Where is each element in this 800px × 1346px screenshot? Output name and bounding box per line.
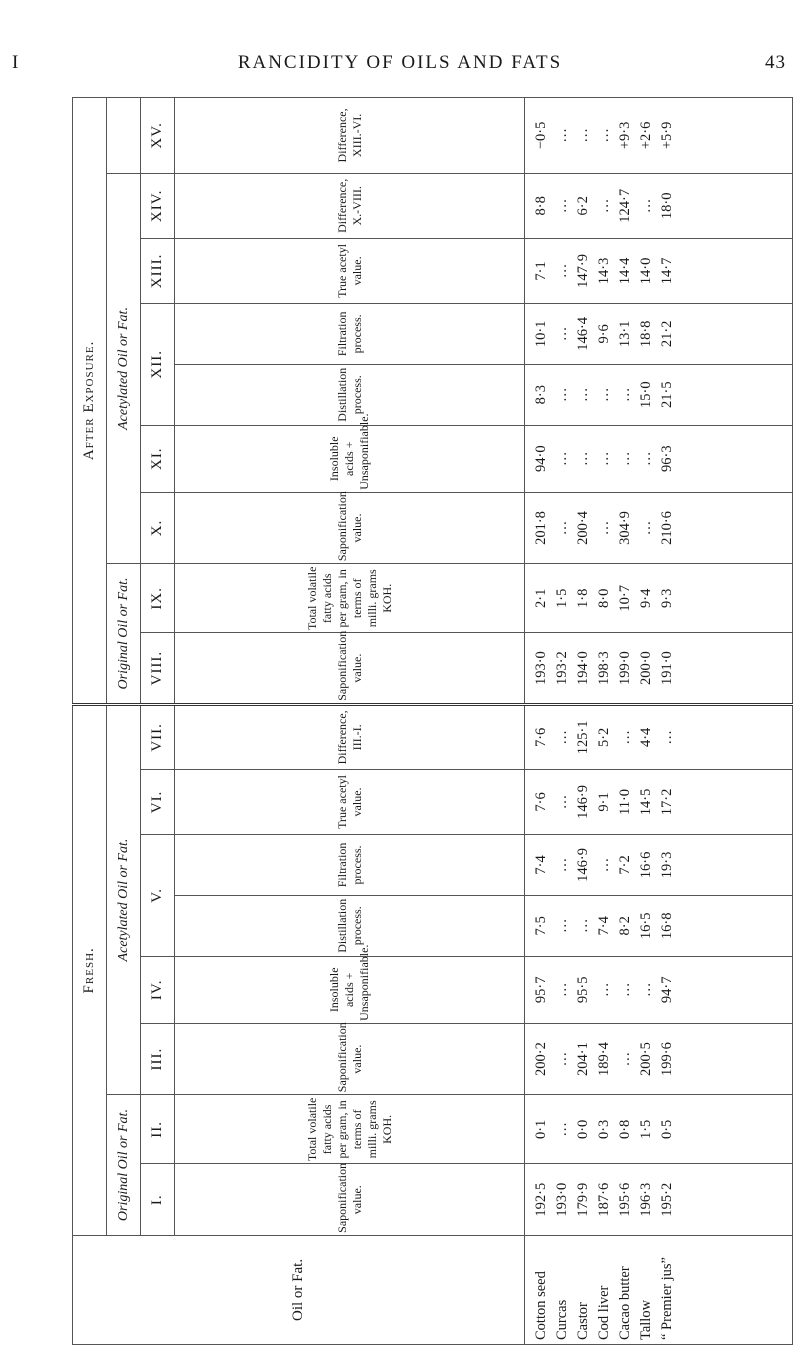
column-description-4: Insoluble acids + Unsaponifiable.: [175, 956, 525, 1023]
column-number-15: XIII.: [141, 238, 175, 303]
table-cell-value: …: [659, 730, 675, 745]
table-cell-value: −0·5: [533, 121, 549, 150]
table-cell-value: 7·4: [596, 916, 612, 936]
column-number-11: X.: [141, 492, 175, 563]
rotated-table-container: [72, 97, 792, 1345]
table-cell-value: …: [554, 263, 570, 279]
table-cell-value: 200·0: [638, 651, 654, 686]
table-cell-value: …: [554, 326, 570, 342]
table-cell-value: 304·9: [617, 511, 633, 545]
table-cell-value: …: [617, 730, 633, 745]
column-description-6: Filtration process.: [175, 835, 525, 896]
table-cell-value: …: [596, 198, 612, 214]
data-column-17: [525, 98, 793, 174]
column-description-13: Distillation process.: [175, 364, 525, 425]
data-column-9: [525, 633, 793, 704]
column-number-13: XII.: [141, 303, 175, 425]
column-description-7: True acetyl value.: [175, 769, 525, 834]
table-cell-value: …: [554, 982, 570, 998]
data-column-15: [525, 238, 793, 303]
table-cell-value: …: [554, 794, 570, 810]
table-cell-value: 95·7: [533, 976, 549, 1004]
table-cell-value: …: [575, 128, 591, 143]
table-cell-value: 146·9: [575, 848, 591, 882]
oil-name: Cod liver: [596, 1285, 612, 1340]
column-number-16: XIV.: [141, 173, 175, 238]
table-cell-value: +9·3: [617, 121, 633, 150]
table-cell-value: 193·2: [554, 651, 570, 686]
column-description-3: Saponification value.: [175, 1023, 525, 1094]
table-cell-value: 18·8: [638, 320, 654, 348]
table-cell-value: 191·0: [659, 651, 675, 686]
section-fresh: Fresh.: [73, 704, 107, 1235]
column-number-9: VIII.: [141, 633, 175, 704]
table-cell-value: …: [554, 520, 570, 536]
column-number-8: VII.: [141, 704, 175, 769]
table-cell-value: 14·4: [617, 257, 633, 285]
running-title: RANCIDITY OF OILS AND FATS: [237, 52, 563, 73]
table-cell-value: …: [617, 982, 633, 998]
table-cell-value: 204·1: [575, 1042, 591, 1076]
rancidity-table: [72, 97, 793, 1345]
table-cell-value: …: [575, 918, 591, 934]
oil-name: Tallow: [638, 1299, 654, 1340]
table-cell-value: 1·8: [575, 588, 591, 608]
table-cell-value: …: [575, 387, 591, 402]
table-cell-value: 13·1: [617, 320, 633, 348]
table-cell-value: …: [554, 730, 570, 745]
table-cell-value: 199·0: [617, 651, 633, 686]
table-cell-value: 124·7: [617, 188, 633, 223]
table-cell-value: 8·3: [533, 385, 549, 405]
column-description-10: Total volatile fatty acids per gram, in terms of milli. grams KOH.: [175, 564, 525, 633]
chapter-number: I: [12, 52, 20, 73]
data-column-3: [525, 1023, 793, 1094]
table-cell-value: 192·5: [533, 1182, 549, 1217]
table-cell-value: 14·0: [638, 257, 654, 285]
table-cell-value: 9·1: [596, 792, 612, 812]
table-cell-value: …: [554, 1122, 570, 1137]
column-description-2: Total volatile fatty acids per gram, in terms of milli. grams KOH.: [175, 1095, 525, 1164]
table-cell-value: …: [596, 857, 612, 873]
table-cell-value: …: [554, 451, 570, 466]
table-cell-value: …: [554, 1051, 570, 1067]
table-cell-value: 200·2: [533, 1042, 549, 1076]
table-cell-value: 7·5: [533, 916, 549, 936]
table-cell-value: 201·8: [533, 511, 549, 545]
table-cell-value: …: [596, 520, 612, 536]
table-cell-value: …: [596, 128, 612, 143]
table-cell-value: 19·3: [659, 851, 675, 879]
oil-name: Castor: [575, 1302, 591, 1340]
group-original-after: Original Oil or Fat.: [107, 564, 141, 705]
table-cell-value: 94·7: [659, 976, 675, 1004]
table-cell-value: 95·5: [575, 976, 591, 1004]
table-cell-value: 0·8: [617, 1119, 633, 1140]
column-description-9: Saponification value.: [175, 633, 525, 704]
table-cell-value: 15·0: [638, 381, 654, 409]
table-cell-value: 0·3: [596, 1119, 612, 1140]
table-cell-value: 7·6: [533, 792, 549, 812]
table-cell-value: 21·5: [659, 381, 675, 409]
table-cell-value: 210·6: [659, 511, 675, 545]
table-cell-value: 0·5: [659, 1119, 675, 1140]
row-header-oil: Oil or Fat.: [73, 1235, 525, 1344]
oil-name: “ Premier jus”: [659, 1257, 675, 1340]
table-cell-value: 6·2: [575, 196, 591, 216]
table-cell-value: 16·8: [659, 912, 675, 940]
table-cell-value: 9·6: [596, 324, 612, 344]
column-description-17: Difference, XIII.-VI.: [175, 98, 525, 174]
table-cell-value: …: [575, 451, 591, 466]
table-cell-value: …: [638, 982, 654, 998]
data-column-16: [525, 173, 793, 238]
page-number: 43: [765, 52, 786, 73]
column-number-3: III.: [141, 1023, 175, 1094]
table-cell-value: 193·0: [533, 651, 549, 686]
column-description-5: Distillation process.: [175, 895, 525, 956]
table-cell-value: …: [554, 387, 570, 402]
column-number-10: IX.: [141, 564, 175, 633]
table-cell-value: +2·6: [638, 121, 654, 150]
table-cell-value: 198·3: [596, 651, 612, 686]
table-cell-value: …: [596, 982, 612, 998]
table-cell-value: 5·2: [596, 727, 612, 748]
column-description-1: Saponification value.: [175, 1164, 525, 1235]
data-column-2: [525, 1095, 793, 1164]
data-column-4: [525, 956, 793, 1023]
table-cell-value: +5·9: [659, 121, 675, 150]
table-cell-value: 14·7: [659, 257, 675, 285]
group-acetylated-fresh: Acetylated Oil or Fat.: [107, 704, 141, 1094]
table-cell-value: 2·1: [533, 588, 549, 608]
table-cell-value: 96·3: [659, 445, 675, 473]
column-number-17: XV.: [141, 98, 175, 174]
table-cell-value: 1·5: [554, 588, 570, 608]
data-column-13: [525, 364, 793, 425]
table-cell-value: 195·6: [617, 1182, 633, 1217]
table-cell-value: 179·9: [575, 1182, 591, 1217]
column-number-2: II.: [141, 1095, 175, 1164]
column-number-5: V.: [141, 835, 175, 957]
table-cell-value: 194·0: [575, 651, 591, 686]
table-cell-value: 16·5: [638, 912, 654, 940]
table-cell-value: …: [554, 918, 570, 934]
table-cell-value: 21·2: [659, 320, 675, 348]
group-original-fresh: Original Oil or Fat.: [107, 1095, 141, 1236]
table-cell-value: 0·1: [533, 1119, 549, 1140]
data-column-6: [525, 835, 793, 896]
table-cell-value: 4·4: [638, 727, 654, 748]
oil-name: Cacao butter: [617, 1266, 633, 1340]
table-cell-value: …: [638, 520, 654, 536]
table-cell-value: 200·4: [575, 511, 591, 545]
table-cell-value: …: [554, 857, 570, 873]
data-column-1: [525, 1164, 793, 1235]
column-description-11: Saponification value.: [175, 492, 525, 563]
oil-name: Curcas: [554, 1299, 570, 1340]
column-description-12: Insoluble acids + Unsaponifiable.: [175, 425, 525, 492]
table-cell-value: 18·0: [659, 192, 675, 220]
table-cell-value: …: [596, 387, 612, 402]
data-column-5: [525, 895, 793, 956]
table-cell-value: 8·0: [596, 588, 612, 608]
oil-names-cell: [525, 1235, 793, 1344]
table-cell-value: 195·2: [659, 1182, 675, 1217]
oil-name: Cotton seed: [533, 1271, 549, 1340]
table-cell-value: …: [617, 451, 633, 466]
table-cell-value: 9·4: [638, 588, 654, 608]
table-cell-value: 147·9: [575, 253, 591, 288]
table-cell-value: …: [617, 387, 633, 402]
data-column-7: [525, 769, 793, 834]
data-column-12: [525, 425, 793, 492]
table-cell-value: …: [554, 198, 570, 214]
group-acetylated-after: Acetylated Oil or Fat.: [107, 173, 141, 563]
table-cell-value: 16·6: [638, 851, 654, 879]
table-cell-value: 9·3: [659, 588, 675, 608]
blank-cell: [107, 98, 141, 174]
table-cell-value: 199·6: [659, 1042, 675, 1076]
table-cell-value: 146·9: [575, 785, 591, 819]
table-cell-value: 7·2: [617, 855, 633, 875]
table-cell-value: 193·0: [554, 1182, 570, 1217]
table-cell-value: 10·1: [533, 320, 549, 348]
column-number-12: XI.: [141, 425, 175, 492]
table-cell-value: 7·6: [533, 727, 549, 748]
table-cell-value: 0·0: [575, 1119, 591, 1140]
table-cell-value: 187·6: [596, 1182, 612, 1217]
table-cell-value: …: [596, 451, 612, 466]
table-cell-value: 1·5: [638, 1119, 654, 1140]
column-description-8: Difference, III.-I.: [175, 704, 525, 769]
column-number-1: I.: [141, 1164, 175, 1235]
column-description-15: True acetyl value.: [175, 238, 525, 303]
table-cell-value: …: [617, 1051, 633, 1067]
table-cell-value: 196·3: [638, 1182, 654, 1217]
table-cell-value: 14·3: [596, 257, 612, 285]
table-cell-value: …: [638, 451, 654, 466]
column-number-4: IV.: [141, 956, 175, 1023]
table-cell-value: 200·5: [638, 1042, 654, 1076]
table-cell-value: 8·8: [533, 196, 549, 216]
column-description-14: Filtration process.: [175, 303, 525, 364]
table-cell-value: 10·7: [617, 585, 633, 612]
table-cell-value: 146·4: [575, 316, 591, 351]
table-cell-value: 14·5: [638, 788, 654, 816]
column-number-7: VI.: [141, 769, 175, 834]
table-cell-value: 189·4: [596, 1042, 612, 1076]
table-cell-value: 8·2: [617, 916, 633, 936]
table-cell-value: …: [554, 128, 570, 143]
table-cell-value: 94·0: [533, 445, 549, 473]
table-cell-value: 125·1: [575, 720, 591, 755]
table-cell-value: …: [638, 198, 654, 214]
data-column-14: [525, 303, 793, 364]
data-column-11: [525, 492, 793, 563]
data-column-10: [525, 564, 793, 633]
table-cell-value: 7·4: [533, 855, 549, 875]
table-cell-value: 7·1: [533, 261, 549, 281]
table-cell-value: 17·2: [659, 788, 675, 816]
section-after-exposure: After Exposure.: [73, 98, 107, 705]
column-description-16: Difference, X.-VIII.: [175, 173, 525, 238]
table-cell-value: 11·0: [617, 788, 633, 815]
data-column-8: [525, 704, 793, 769]
